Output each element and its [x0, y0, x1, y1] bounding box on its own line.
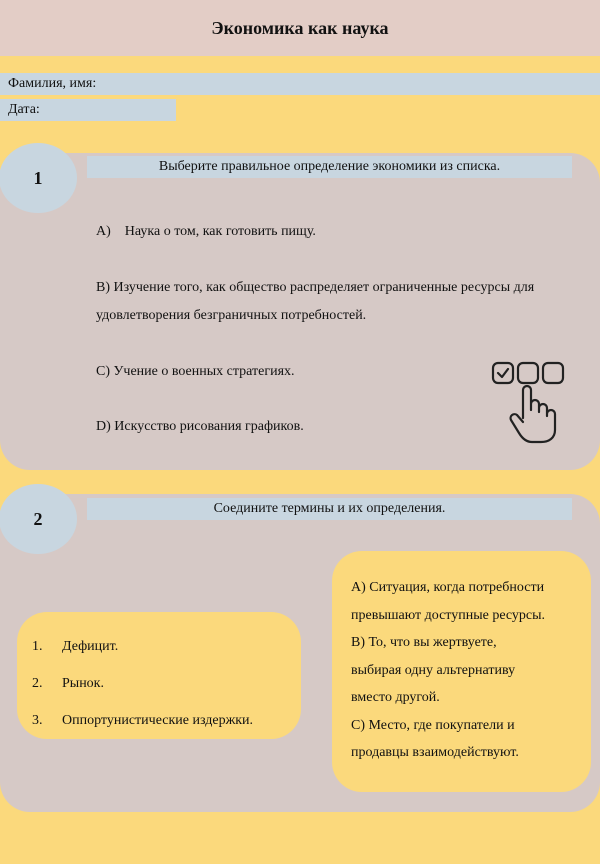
term-item-3[interactable]: 3. Оппортунистические издержки.: [32, 713, 254, 728]
page-title: Экономика как наука: [211, 17, 389, 38]
question-1-option-d[interactable]: D) Искусство рисования графиков.: [96, 419, 304, 434]
question-1-option-a[interactable]: А) Наука о том, как готовить пищу.: [96, 224, 316, 239]
definition-b-line3: вместо другой.: [351, 690, 440, 705]
question-2-title: Соедините термины и их определения.: [87, 498, 572, 520]
question-1-option-b-line2: удовлетворения безграничных потребностей.: [96, 308, 367, 323]
question-2-card: [0, 494, 600, 812]
question-1-option-b-line1: В) Изучение того, как общество распределяет ограниченные ресурсы для: [96, 280, 535, 295]
question-1-option-c[interactable]: С) Учение о военных стратегиях.: [96, 364, 295, 379]
date-label: Дата:: [8, 102, 40, 117]
terms-box: [17, 612, 301, 739]
checkbox-hand-icon: [490, 360, 570, 446]
question-1-title: Выберите правильное определение экономики из списка.: [87, 156, 572, 178]
page-header: [0, 0, 600, 56]
term-item-1[interactable]: 1. Дефицит.: [32, 639, 119, 654]
definition-b-line2: выбирая одну альтернативу: [351, 662, 516, 678]
question-2-number: 2: [0, 484, 77, 554]
question-1-card: [0, 153, 600, 470]
question-1-option-b[interactable]: [96, 274, 588, 330]
definition-c-line1: С) Место, где покупатели и: [351, 717, 515, 733]
definition-b-line1: В) То, что вы жертвуете,: [351, 635, 497, 650]
name-field[interactable]: [0, 73, 600, 95]
name-label: Фамилия, имя:: [8, 76, 97, 91]
date-field[interactable]: [0, 99, 176, 121]
definition-a-line2: превышают доступные ресурсы.: [351, 607, 546, 623]
definition-c-line2: продавцы взаимодействуют.: [351, 745, 519, 760]
definitions-box: [332, 551, 591, 792]
term-item-2[interactable]: 2. Рынок.: [32, 676, 104, 691]
definition-a-line1: А) Ситуация, когда потребности: [351, 580, 545, 595]
question-1-number: 1: [0, 143, 77, 213]
